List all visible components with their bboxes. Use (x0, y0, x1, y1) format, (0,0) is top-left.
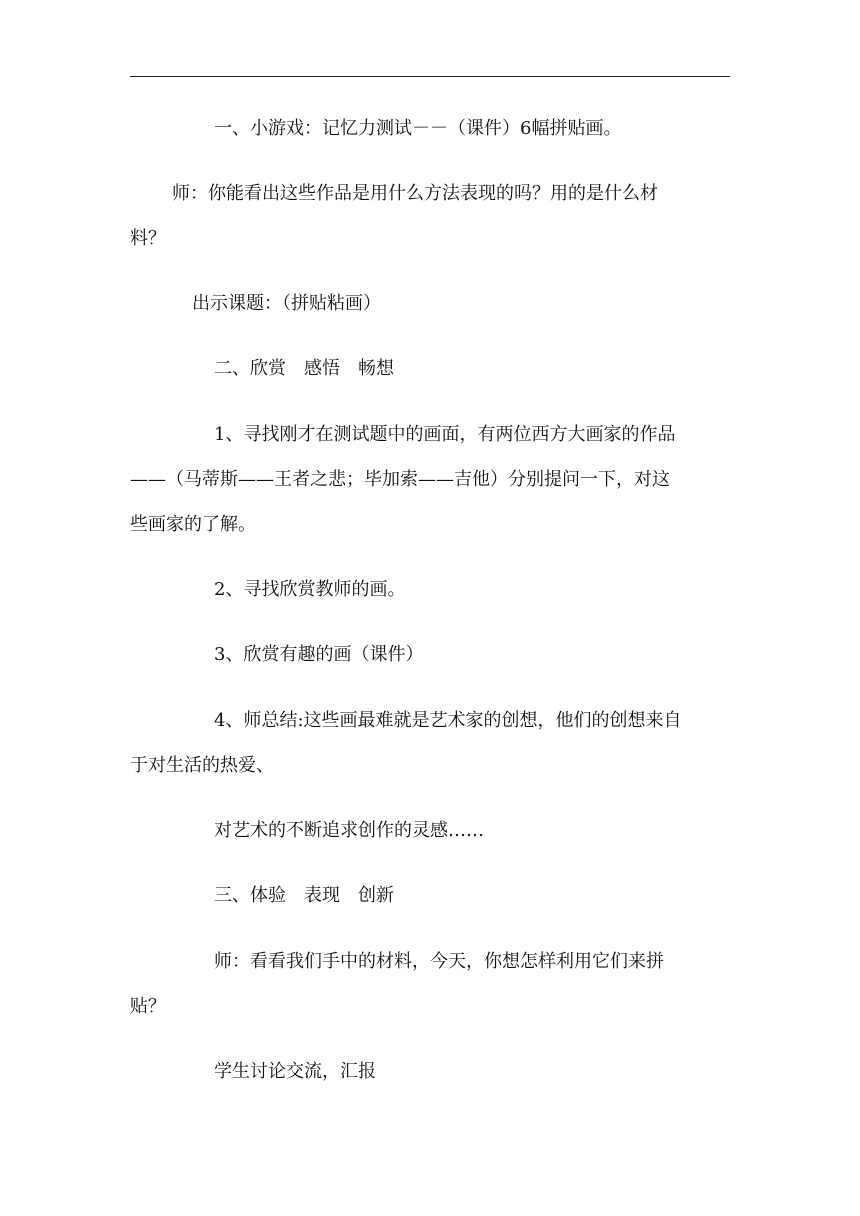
text-line-1: 一、小游戏：记忆力测试－－（课件）6幅拼贴画。 (214, 118, 622, 139)
text-line-15: 师：看看我们手中的材料，今天，你想怎样利用它们来拼 (214, 951, 664, 972)
header-rule (130, 76, 730, 77)
text-line-11: 4、师总结:这些画最难就是艺术家的创想，他们的创想来自 (214, 710, 682, 731)
text-line-9: 2、寻找欣赏教师的画。 (214, 579, 406, 600)
text-line-3: 料？ (130, 228, 166, 249)
text-line-5: 二、欣赏 感悟 畅想 (214, 358, 394, 379)
text-line-14: 三、体验 表现 创新 (214, 885, 394, 906)
text-line-13: 对艺术的不断追求创作的灵感…… (214, 820, 484, 841)
text-line-7: ——（马蒂斯——王者之悲；毕加索——吉他）分别提问一下，对这 (130, 469, 670, 490)
text-line-2: 师：你能看出这些作品是用什么方法表现的吗？用的是什么材 (172, 183, 658, 204)
text-line-17: 学生讨论交流，汇报 (214, 1061, 376, 1082)
text-line-6: 1、寻找刚才在测试题中的画面，有两位西方大画家的作品 (214, 424, 676, 445)
text-line-8: 些画家的了解。 (130, 514, 256, 535)
text-line-12: 于对生活的热爱、 (130, 755, 274, 776)
text-line-10: 3、欣赏有趣的画（课件） (214, 644, 424, 665)
text-line-4: 出示课题：（拼贴粘画） (192, 293, 381, 314)
text-line-16: 贴？ (130, 996, 166, 1017)
